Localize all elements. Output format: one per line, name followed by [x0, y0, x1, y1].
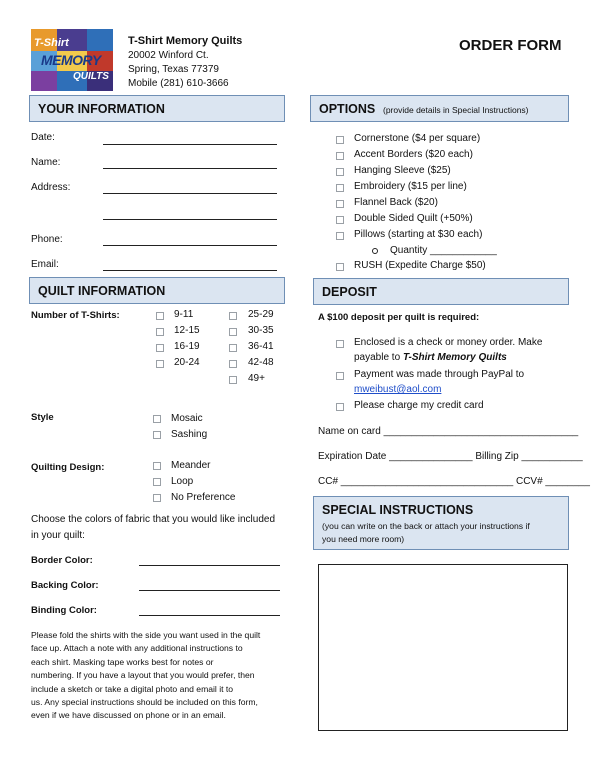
border-color-label: Border Color:: [31, 555, 93, 566]
company-name: T-Shirt Memory Quilts: [128, 35, 243, 47]
option-label: Double Sided Quilt (+50%): [354, 213, 473, 224]
colors-intro-2: in your quilt:: [31, 530, 85, 541]
tshirt-checkbox-20-24[interactable]: [156, 360, 164, 368]
option-label: Pillows (starting at $30 each): [354, 229, 483, 240]
company-address-1: 20002 Winford Ct.: [128, 50, 209, 61]
logo-text-line-3: QUILTS: [73, 71, 109, 82]
note-line: include a sketch or take a digital photo and email it to: [31, 683, 234, 694]
option-label: Flannel Back ($20): [354, 197, 438, 208]
option-checkbox-pillows[interactable]: [336, 232, 344, 240]
date-field[interactable]: [103, 144, 277, 145]
option-label: Embroidery ($15 per line): [354, 181, 467, 192]
option-label: Hanging Sleeve ($25): [354, 165, 451, 176]
phone-label: Phone:: [31, 234, 63, 245]
tshirt-checkbox-12-15[interactable]: [156, 328, 164, 336]
tshirt-option-label: 9-11: [174, 309, 194, 320]
style-option-label: Mosaic: [171, 413, 203, 424]
option-checkbox-hanging-sleeve[interactable]: [336, 168, 344, 176]
quilting-option-label: Meander: [171, 460, 211, 471]
quilt-information-title: QUILT INFORMATION: [38, 284, 166, 298]
tshirt-option-label: 36-41: [248, 341, 274, 352]
colors-intro: Choose the colors of fabric that you would like included: [31, 514, 276, 525]
quilting-option-label: No Preference: [171, 492, 236, 503]
tshirt-checkbox-36-41[interactable]: [229, 344, 237, 352]
special-instructions-sub2: you need more room): [322, 534, 405, 544]
note-line: Please fold the shirts with the side you want used in the quilt: [31, 630, 261, 640]
date-label: Date:: [31, 132, 55, 143]
option-checkbox-rush[interactable]: [336, 263, 344, 271]
cc-ccv-field[interactable]: CC# _______________________________ CCV# ________: [318, 476, 590, 487]
tshirt-option-label: 30-35: [248, 325, 274, 336]
tshirt-option-label: 42-48: [248, 357, 274, 368]
company-address-2: Spring, Texas 77379: [128, 64, 219, 75]
tshirt-checkbox-25-29[interactable]: [229, 312, 237, 320]
note-line: numbering. If you have a layout that you would prefer, then: [31, 670, 255, 681]
option-checkbox-double-sided[interactable]: [336, 216, 344, 224]
name-on-card-field[interactable]: Name on card ___________________________________: [318, 426, 579, 437]
quilting-option-label: Loop: [171, 476, 194, 487]
address-field-2[interactable]: [103, 219, 277, 220]
tshirt-option-label: 25-29: [248, 309, 274, 320]
option-label: RUSH (Expedite Charge $50): [354, 260, 486, 271]
tshirt-checkbox-49-plus[interactable]: [229, 376, 237, 384]
name-label: Name:: [31, 157, 61, 168]
style-checkbox-sashing[interactable]: [153, 431, 161, 439]
deposit-required: A $100 deposit per quilt is required:: [318, 312, 480, 323]
email-field[interactable]: [103, 270, 277, 271]
deposit-check-line1: Enclosed is a check or money order. Make: [354, 337, 543, 348]
note-line: face up. Attach a note with any additional instructions to: [31, 643, 243, 654]
deposit-checkbox-paypal[interactable]: [336, 372, 344, 380]
tshirt-option-label: 16-19: [174, 341, 200, 352]
pillow-quantity[interactable]: Quantity ____________: [390, 245, 497, 256]
logo-text-line-2: MEMORY: [41, 52, 101, 68]
your-information-title: YOUR INFORMATION: [38, 102, 165, 116]
option-checkbox-accent-borders[interactable]: [336, 152, 344, 160]
tshirt-option-label: 49+: [248, 373, 265, 384]
backing-color-field[interactable]: [139, 590, 280, 591]
note-line: us. Any special instructions should be included on this form,: [31, 697, 258, 708]
form-title: ORDER FORM: [459, 37, 562, 54]
name-field[interactable]: [103, 168, 277, 169]
options-title: OPTIONS: [319, 102, 376, 116]
special-instructions-header: [313, 496, 569, 550]
deposit-paypal-line: Payment was made through PayPal to: [354, 369, 525, 380]
options-subtitle: (provide details in Special Instructions): [383, 105, 529, 115]
deposit-checkbox-credit-card[interactable]: [336, 403, 344, 411]
deposit-title: DEPOSIT: [322, 285, 377, 299]
tshirt-checkbox-9-11[interactable]: [156, 312, 164, 320]
tshirt-option-label: 20-24: [174, 357, 200, 368]
deposit-credit-card-line: Please charge my credit card: [354, 400, 484, 411]
company-logo: [31, 29, 113, 91]
tshirt-checkbox-30-35[interactable]: [229, 328, 237, 336]
options-header: [310, 95, 569, 122]
option-checkbox-flannel-back[interactable]: [336, 200, 344, 208]
quilting-design-label: Quilting Design:: [31, 462, 105, 473]
quilting-checkbox-no-preference[interactable]: [153, 494, 161, 502]
address-field-1[interactable]: [103, 193, 277, 194]
paypal-email-link[interactable]: mweibust@aol.com: [354, 384, 442, 395]
style-checkbox-mosaic[interactable]: [153, 415, 161, 423]
email-label: Email:: [31, 259, 59, 270]
option-label: Cornerstone ($4 per square): [354, 133, 481, 144]
deposit-header: [313, 278, 569, 305]
your-information-header: [29, 95, 285, 122]
backing-color-label: Backing Color:: [31, 580, 99, 591]
option-checkbox-cornerstone[interactable]: [336, 136, 344, 144]
quilt-information-header: [29, 277, 285, 304]
tshirt-checkbox-16-19[interactable]: [156, 344, 164, 352]
note-line: each shirt. Masking tape works best for notes or: [31, 656, 214, 667]
tshirts-label: Number of T-Shirts:: [31, 310, 120, 321]
style-option-label: Sashing: [171, 429, 208, 440]
style-label: Style: [31, 412, 54, 423]
special-instructions-title: SPECIAL INSTRUCTIONS: [322, 503, 474, 517]
bullet-circle-icon: [372, 248, 378, 254]
logo-text-line-1: T-Shirt: [34, 37, 69, 49]
folding-instructions: [31, 629, 289, 723]
note-line: even if we have discussed on phone or in an email.: [31, 710, 226, 721]
phone-field[interactable]: [103, 245, 277, 246]
expiration-zip-field[interactable]: Expiration Date _______________ Billing Zip ___________: [318, 451, 583, 462]
special-instructions-box[interactable]: [318, 564, 568, 731]
option-checkbox-embroidery[interactable]: [336, 184, 344, 192]
address-label: Address:: [31, 182, 71, 193]
quilting-checkbox-loop[interactable]: [153, 478, 161, 486]
binding-color-label: Binding Color:: [31, 605, 97, 616]
deposit-checkbox-check[interactable]: [336, 340, 344, 348]
payee-name: T-Shirt Memory Quilts: [402, 352, 507, 363]
option-label: Accent Borders ($20 each): [354, 149, 473, 160]
deposit-check-line2: [354, 352, 507, 363]
company-phone: Mobile (281) 610-3666: [128, 78, 229, 89]
tshirt-checkbox-42-48[interactable]: [229, 360, 237, 368]
binding-color-field[interactable]: [139, 615, 280, 616]
quilting-checkbox-meander[interactable]: [153, 462, 161, 470]
tshirt-option-label: 12-15: [174, 325, 200, 336]
payable-to-text: payable to: [354, 352, 403, 363]
border-color-field[interactable]: [139, 565, 280, 566]
special-instructions-sub1: (you can write on the back or attach your instructions if: [322, 521, 530, 531]
